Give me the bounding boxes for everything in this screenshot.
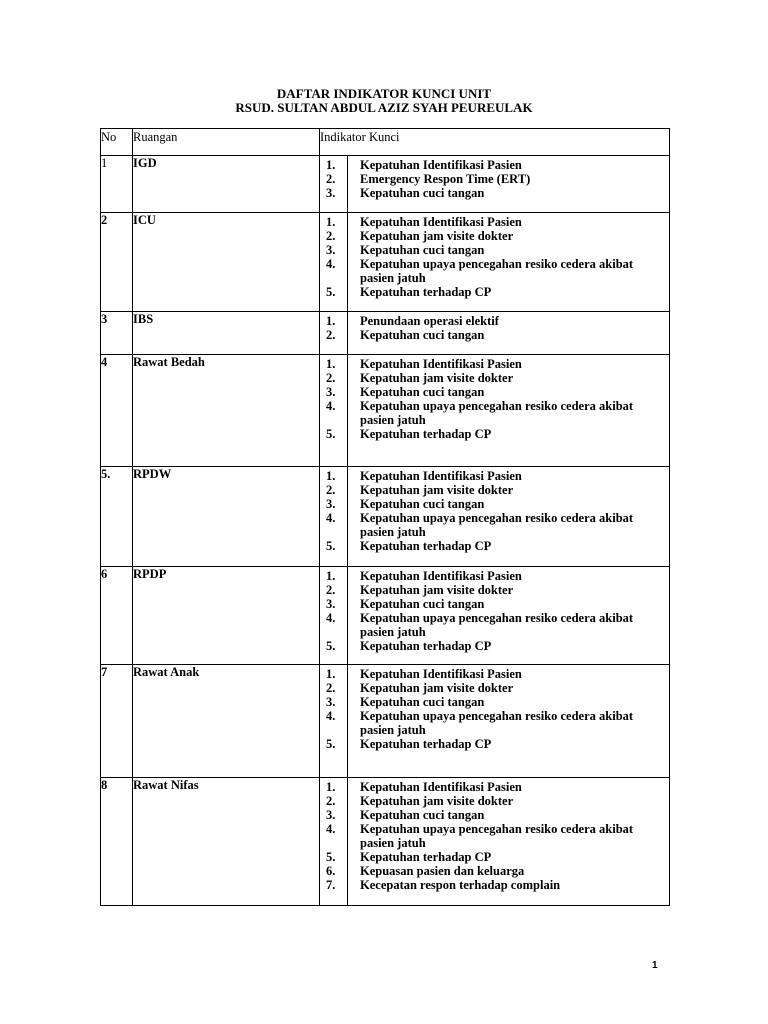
list-item [326,257,669,285]
indicator-number: 3. [326,243,336,257]
indicator-text: Kepatuhan cuci tangan [360,186,485,200]
indicator-number: 4. [326,709,336,723]
row-indicators [320,213,670,312]
header-no: No [101,129,133,156]
list-item [326,158,669,172]
row-room: Rawat Anak [133,665,320,778]
list-item [326,328,669,342]
indicator-list [320,213,669,299]
row-indicators [320,778,670,906]
row-no: 6 [101,567,133,665]
list-item [326,511,669,539]
row-room: IGD [133,156,320,213]
row-indicators [320,567,670,665]
indicator-text: Kepatuhan terhadap CP [360,850,492,864]
indicator-number: 1. [326,569,336,583]
list-item [326,611,669,639]
list-item [326,357,669,371]
indicator-number: 5. [326,737,336,751]
list-item [326,850,669,864]
row-no: 8 [101,778,133,906]
indicator-text: Kepatuhan cuci tangan [360,808,485,822]
row-no: 3 [101,312,133,355]
indicator-number: 2. [326,172,336,186]
list-item [326,822,669,850]
indicator-text: Kepatuhan Identifikasi Pasien [360,780,522,794]
row-no: 4 [101,355,133,467]
indicator-number: 2. [326,229,336,243]
indicator-text: Kepatuhan terhadap CP [360,639,492,653]
indicator-text: Kecepatan respon terhadap complain [360,878,561,892]
column-divider [347,156,348,212]
list-item [326,569,669,583]
indicator-text: Kepatuhan cuci tangan [360,497,485,511]
indicator-text: Kepatuhan Identifikasi Pasien [360,569,522,583]
list-item [326,172,669,186]
row-room: Rawat Bedah [133,355,320,467]
list-item [326,427,669,441]
indicator-number: 4. [326,399,336,413]
list-item [326,497,669,511]
column-divider [347,665,348,777]
list-item [326,483,669,497]
table-row [101,778,670,906]
indicator-text: Kepatuhan terhadap CP [360,285,492,299]
list-item [326,878,669,892]
indicator-list [320,567,669,653]
indicator-text: Kepatuhan cuci tangan [360,695,485,709]
indicator-number: 3. [326,186,336,200]
table-row [101,355,670,467]
row-room: RPDW [133,467,320,567]
column-divider [347,778,348,905]
document-subtitle: RSUD. SULTAN ABDUL AZIZ SYAH PEUREULAK [235,100,533,115]
indicator-text: Penundaan operasi elektif [360,314,499,328]
indicator-text: Kepatuhan cuci tangan [360,328,485,342]
indicator-text: Kepatuhan upaya pencegahan resiko cedera akibat pasien jatuh [360,257,634,285]
indicator-number: 1. [326,314,336,328]
list-item [326,186,669,200]
indicator-text: Kepatuhan cuci tangan [360,385,485,399]
indicator-number: 1. [326,215,336,229]
indicator-text: Kepatuhan Identifikasi Pasien [360,215,522,229]
indicator-list [320,665,669,751]
row-indicators [320,156,670,213]
indicator-text: Kepatuhan jam visite dokter [360,794,514,808]
list-item [326,314,669,328]
list-item [326,864,669,878]
indicator-number: 5. [326,539,336,553]
list-item [326,583,669,597]
list-item [326,539,669,553]
indicator-list [320,355,669,441]
column-divider [347,467,348,566]
indicator-text: Emergency Respon Time (ERT) [360,172,531,186]
indicator-number: 4. [326,611,336,625]
indicator-number: 5. [326,285,336,299]
list-item [326,667,669,681]
indicator-text: Kepatuhan Identifikasi Pasien [360,158,522,172]
indicator-number: 1. [326,780,336,794]
indicator-text: Kepatuhan cuci tangan [360,597,485,611]
indicator-number: 3. [326,385,336,399]
indicator-number: 3. [326,695,336,709]
indicator-text: Kepatuhan cuci tangan [360,243,485,257]
row-room: RPDP [133,567,320,665]
row-no: 1 [101,156,133,213]
indicator-text: Kepatuhan jam visite dokter [360,681,514,695]
row-room: IBS [133,312,320,355]
list-item [326,780,669,794]
column-divider [347,213,348,311]
indicator-text: Kepatuhan terhadap CP [360,737,492,751]
header-indicator: Indikator Kunci [320,129,670,156]
table-body [101,156,670,906]
indicator-list [320,312,669,342]
row-indicators [320,467,670,567]
indicator-text: Kepatuhan upaya pencegahan resiko cedera akibat pasien jatuh [360,399,634,427]
column-divider [347,567,348,664]
list-item [326,285,669,299]
row-indicators [320,312,670,355]
indicator-number: 1. [326,469,336,483]
indicator-number: 2. [326,371,336,385]
row-indicators [320,665,670,778]
indicator-number: 7. [326,878,336,892]
indicator-number: 5. [326,639,336,653]
indicator-text: Kepatuhan jam visite dokter [360,583,514,597]
indicator-number: 2. [326,583,336,597]
list-item [326,371,669,385]
table-header-row [101,129,670,156]
indicator-number: 3. [326,597,336,611]
list-item [326,215,669,229]
indicator-number: 3. [326,497,336,511]
indicator-number: 5. [326,427,336,441]
list-item [326,597,669,611]
indicator-table [100,128,670,906]
table-row [101,567,670,665]
column-divider [347,312,348,354]
row-room: ICU [133,213,320,312]
list-item [326,681,669,695]
indicator-text: Kepatuhan terhadap CP [360,427,492,441]
table-row [101,312,670,355]
indicator-text: Kepatuhan upaya pencegahan resiko cedera akibat pasien jatuh [360,511,634,539]
indicator-number: 2. [326,681,336,695]
list-item [326,808,669,822]
table-row [101,467,670,567]
indicator-number: 1. [326,667,336,681]
indicator-text: Kepatuhan upaya pencegahan resiko cedera akibat pasien jatuh [360,822,634,850]
list-item [326,229,669,243]
row-no: 5. [101,467,133,567]
indicator-text: Kepatuhan jam visite dokter [360,229,514,243]
indicator-text: Kepatuhan Identifikasi Pasien [360,469,522,483]
list-item [326,709,669,737]
indicator-number: 2. [326,794,336,808]
table-row [101,156,670,213]
indicator-list [320,778,669,892]
indicator-list [320,467,669,553]
list-item [326,469,669,483]
list-item [326,385,669,399]
row-room: Rawat Nifas [133,778,320,906]
column-divider [347,355,348,466]
indicator-text: Kepatuhan terhadap CP [360,539,492,553]
indicator-text: Kepatuhan upaya pencegahan resiko cedera akibat pasien jatuh [360,611,634,639]
header-room: Ruangan [133,129,320,156]
indicator-text: Kepatuhan jam visite dokter [360,371,514,385]
table-row [101,665,670,778]
indicator-number: 6. [326,864,336,878]
indicator-text: Kepatuhan upaya pencegahan resiko cedera akibat pasien jatuh [360,709,634,737]
indicator-text: Kepuasan pasien dan keluarga [360,864,525,878]
page-number: 1 [652,960,658,971]
row-no: 2 [101,213,133,312]
indicator-number: 1. [326,158,336,172]
indicator-text: Kepatuhan jam visite dokter [360,483,514,497]
indicator-number: 4. [326,511,336,525]
indicator-number: 2. [326,483,336,497]
list-item [326,399,669,427]
indicator-number: 1. [326,357,336,371]
list-item [326,243,669,257]
list-item [326,639,669,653]
document-title: DAFTAR INDIKATOR KUNCI UNIT [276,86,492,101]
row-no: 7 [101,665,133,778]
indicator-text: Kepatuhan Identifikasi Pasien [360,357,522,371]
indicator-number: 2. [326,328,336,342]
list-item [326,737,669,751]
list-item [326,695,669,709]
indicator-number: 4. [326,257,336,271]
list-item [326,794,669,808]
indicator-text: Kepatuhan Identifikasi Pasien [360,667,522,681]
indicator-number: 4. [326,822,336,836]
indicator-number: 5. [326,850,336,864]
indicator-list [320,156,669,200]
table-row [101,213,670,312]
indicator-number: 3. [326,808,336,822]
row-indicators [320,355,670,467]
